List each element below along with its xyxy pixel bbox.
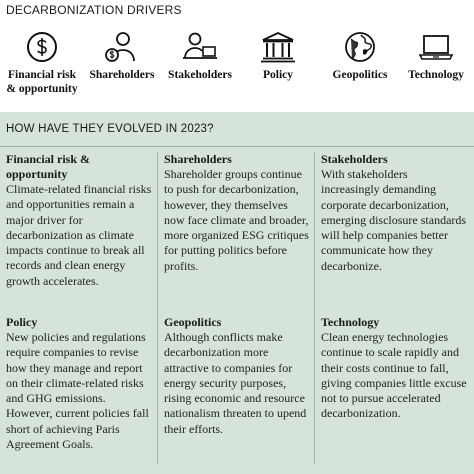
- card-text: Shareholder groups continue to push for decarbonization, however, they themselves now face climate and broader, more organized ESG critiques for putting politics before profits.: [164, 167, 309, 273]
- driver-label: [398, 68, 474, 82]
- column-divider: [157, 152, 158, 464]
- driver-label-line1: Stakeholders: [168, 69, 232, 81]
- driver-policy: [242, 30, 314, 82]
- globe-icon: [343, 30, 377, 64]
- driver-shareholders: [84, 30, 160, 82]
- driver-label: [242, 68, 314, 82]
- driver-label: [84, 68, 160, 82]
- horizontal-divider: [0, 146, 474, 147]
- driver-label-line1: Shareholders: [89, 69, 155, 81]
- driver-label-line1: Policy: [262, 69, 294, 81]
- card-stakeholders: [321, 152, 469, 274]
- card-technology: [321, 315, 469, 422]
- driver-financial-risk: [4, 30, 80, 96]
- driver-label: [162, 68, 238, 82]
- laptop-icon: [417, 30, 455, 64]
- card-title: Stakeholders: [321, 152, 388, 166]
- card-text: Although conflicts make decarbonization more attractive to companies for energy security purposes, rising economic and resource nationalism threaten to upend their efforts.: [164, 330, 307, 436]
- shareholders-icon: [103, 30, 141, 64]
- card-title: Technology: [321, 315, 380, 329]
- card-text: With stakeholders increasingly demanding corporate decarbonization, emerging disclosure standards will help companies better communicate how they decarbonize.: [321, 167, 467, 273]
- driver-technology: [398, 30, 474, 82]
- dollar-coin-icon: [25, 30, 59, 64]
- driver-label-line2: & opportunity: [6, 83, 78, 95]
- section-title: DECARBONIZATION DRIVERS: [6, 3, 182, 17]
- card-title: Geopolitics: [164, 315, 222, 329]
- card-title: Shareholders: [164, 152, 232, 166]
- driver-geopolitics: [322, 30, 398, 82]
- drivers-row: [0, 30, 474, 110]
- driver-label-line1: Financial risk: [7, 69, 77, 81]
- driver-label: [4, 68, 80, 96]
- card-geopolitics: [164, 315, 310, 437]
- card-shareholders: [164, 152, 310, 274]
- card-title: Policy: [6, 315, 38, 329]
- card-text: New policies and regulations require companies to revise how they manage and report on their climate-related risks and GHG emissions. However, current policies fall short of achieving Paris Agreement Goals.: [6, 330, 149, 452]
- driver-label: [322, 68, 398, 82]
- evolution-section: [0, 112, 474, 474]
- driver-label-line1: Technology: [408, 69, 464, 81]
- evolution-title: HOW HAVE THEY EVOLVED IN 2023?: [6, 123, 214, 135]
- card-text: Climate-related financial risks and opportunities remain a major driver for decarbonization as climate impacts continue to break all records and clean energy growth accelerates.: [6, 182, 152, 288]
- drivers-section: [0, 0, 474, 112]
- card-text: Clean energy technologies continue to scale rapidly and their costs continue to fall, giving companies little excuse not to pursue accelerated decarbonization.: [321, 330, 467, 421]
- stakeholders-icon: [181, 30, 219, 64]
- column-divider: [314, 152, 315, 464]
- driver-stakeholders: [162, 30, 238, 82]
- card-financial-risk: [6, 152, 152, 289]
- government-building-icon: [260, 30, 296, 64]
- driver-label-line1: Geopolitics: [332, 69, 388, 81]
- card-policy: [6, 315, 152, 452]
- card-title: Financial risk & opportunity: [6, 152, 91, 181]
